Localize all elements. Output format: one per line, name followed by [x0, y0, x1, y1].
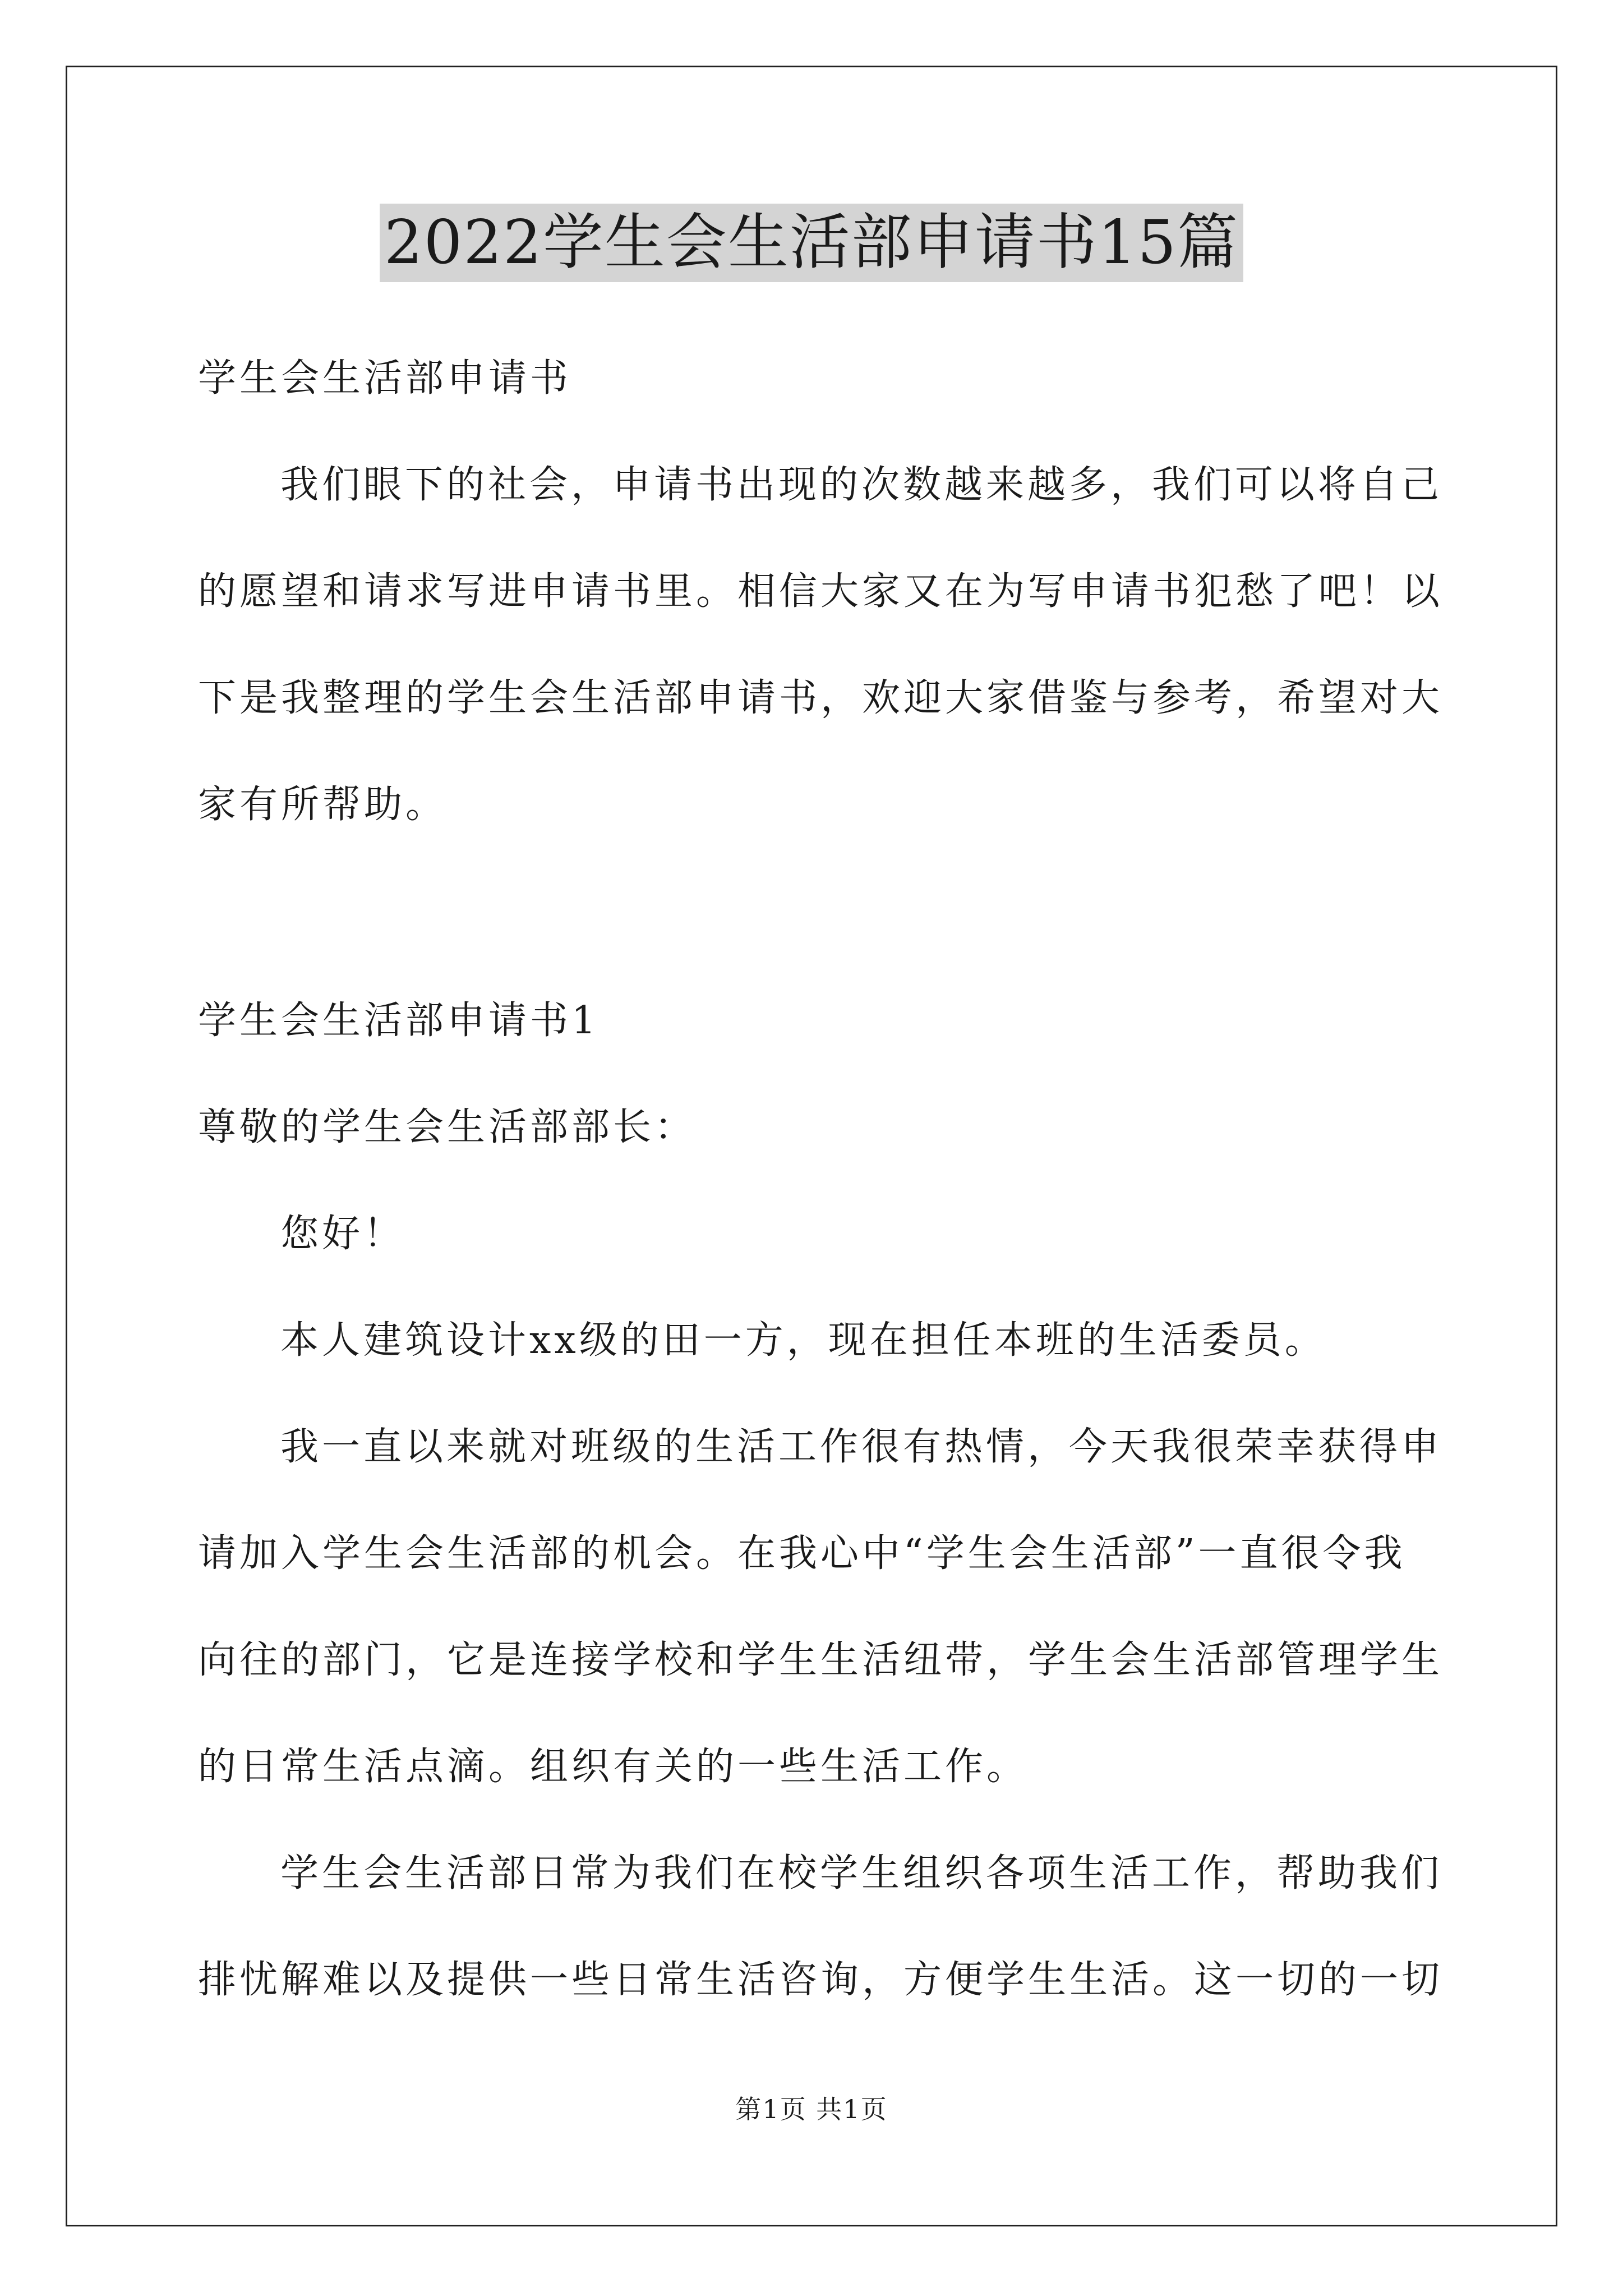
paragraph-line: 我们眼下的社会，申请书出现的次数越来越多，我们可以将自己: [280, 463, 1443, 507]
paragraph-line: 学生会生活部日常为我们在校学生组织各项生活工作，帮助我们: [280, 1851, 1443, 1895]
paragraph-line: 的日常生活点滴。组织有关的一些生活工作。: [198, 1745, 1029, 1789]
paragraph-line: 下是我整理的学生会生活部申请书，欢迎大家借鉴与参考，希望对大: [198, 676, 1444, 720]
salutation: 尊敬的学生会生活部部长：: [198, 1105, 697, 1149]
section-heading: 学生会生活部申请书: [198, 356, 572, 401]
paragraph-line: 本人建筑设计xx级的田一方，现在担任本班的生活委员。: [280, 1318, 1326, 1363]
paragraph-line: 的愿望和请求写进申请书里。相信大家又在为写申请书犯愁了吧！以: [198, 569, 1444, 614]
greeting: 您好！: [280, 1212, 405, 1256]
title-container: [0, 204, 1623, 282]
paragraph-line: 排忧解难以及提供一些日常生活咨询，方便学生生活。这一切的一切: [198, 1958, 1444, 2002]
page-number: 第1页 共1页: [735, 2094, 888, 2124]
letter-heading: 学生会生活部申请书1: [198, 999, 600, 1043]
document-title: 2022学生会生活部申请书15篇: [380, 204, 1243, 282]
paragraph-line: 向往的部门，它是连接学校和学生生活纽带，学生会生活部管理学生: [198, 1638, 1444, 1682]
paragraph-line: 我一直以来就对班级的生活工作很有热情，今天我很荣幸获得申: [280, 1425, 1443, 1469]
paragraph-line: 家有所帮助。: [198, 783, 448, 827]
paragraph-line: 请加入学生会生活部的机会。在我心中“学生会生活部”一直很令我: [198, 1531, 1406, 1576]
